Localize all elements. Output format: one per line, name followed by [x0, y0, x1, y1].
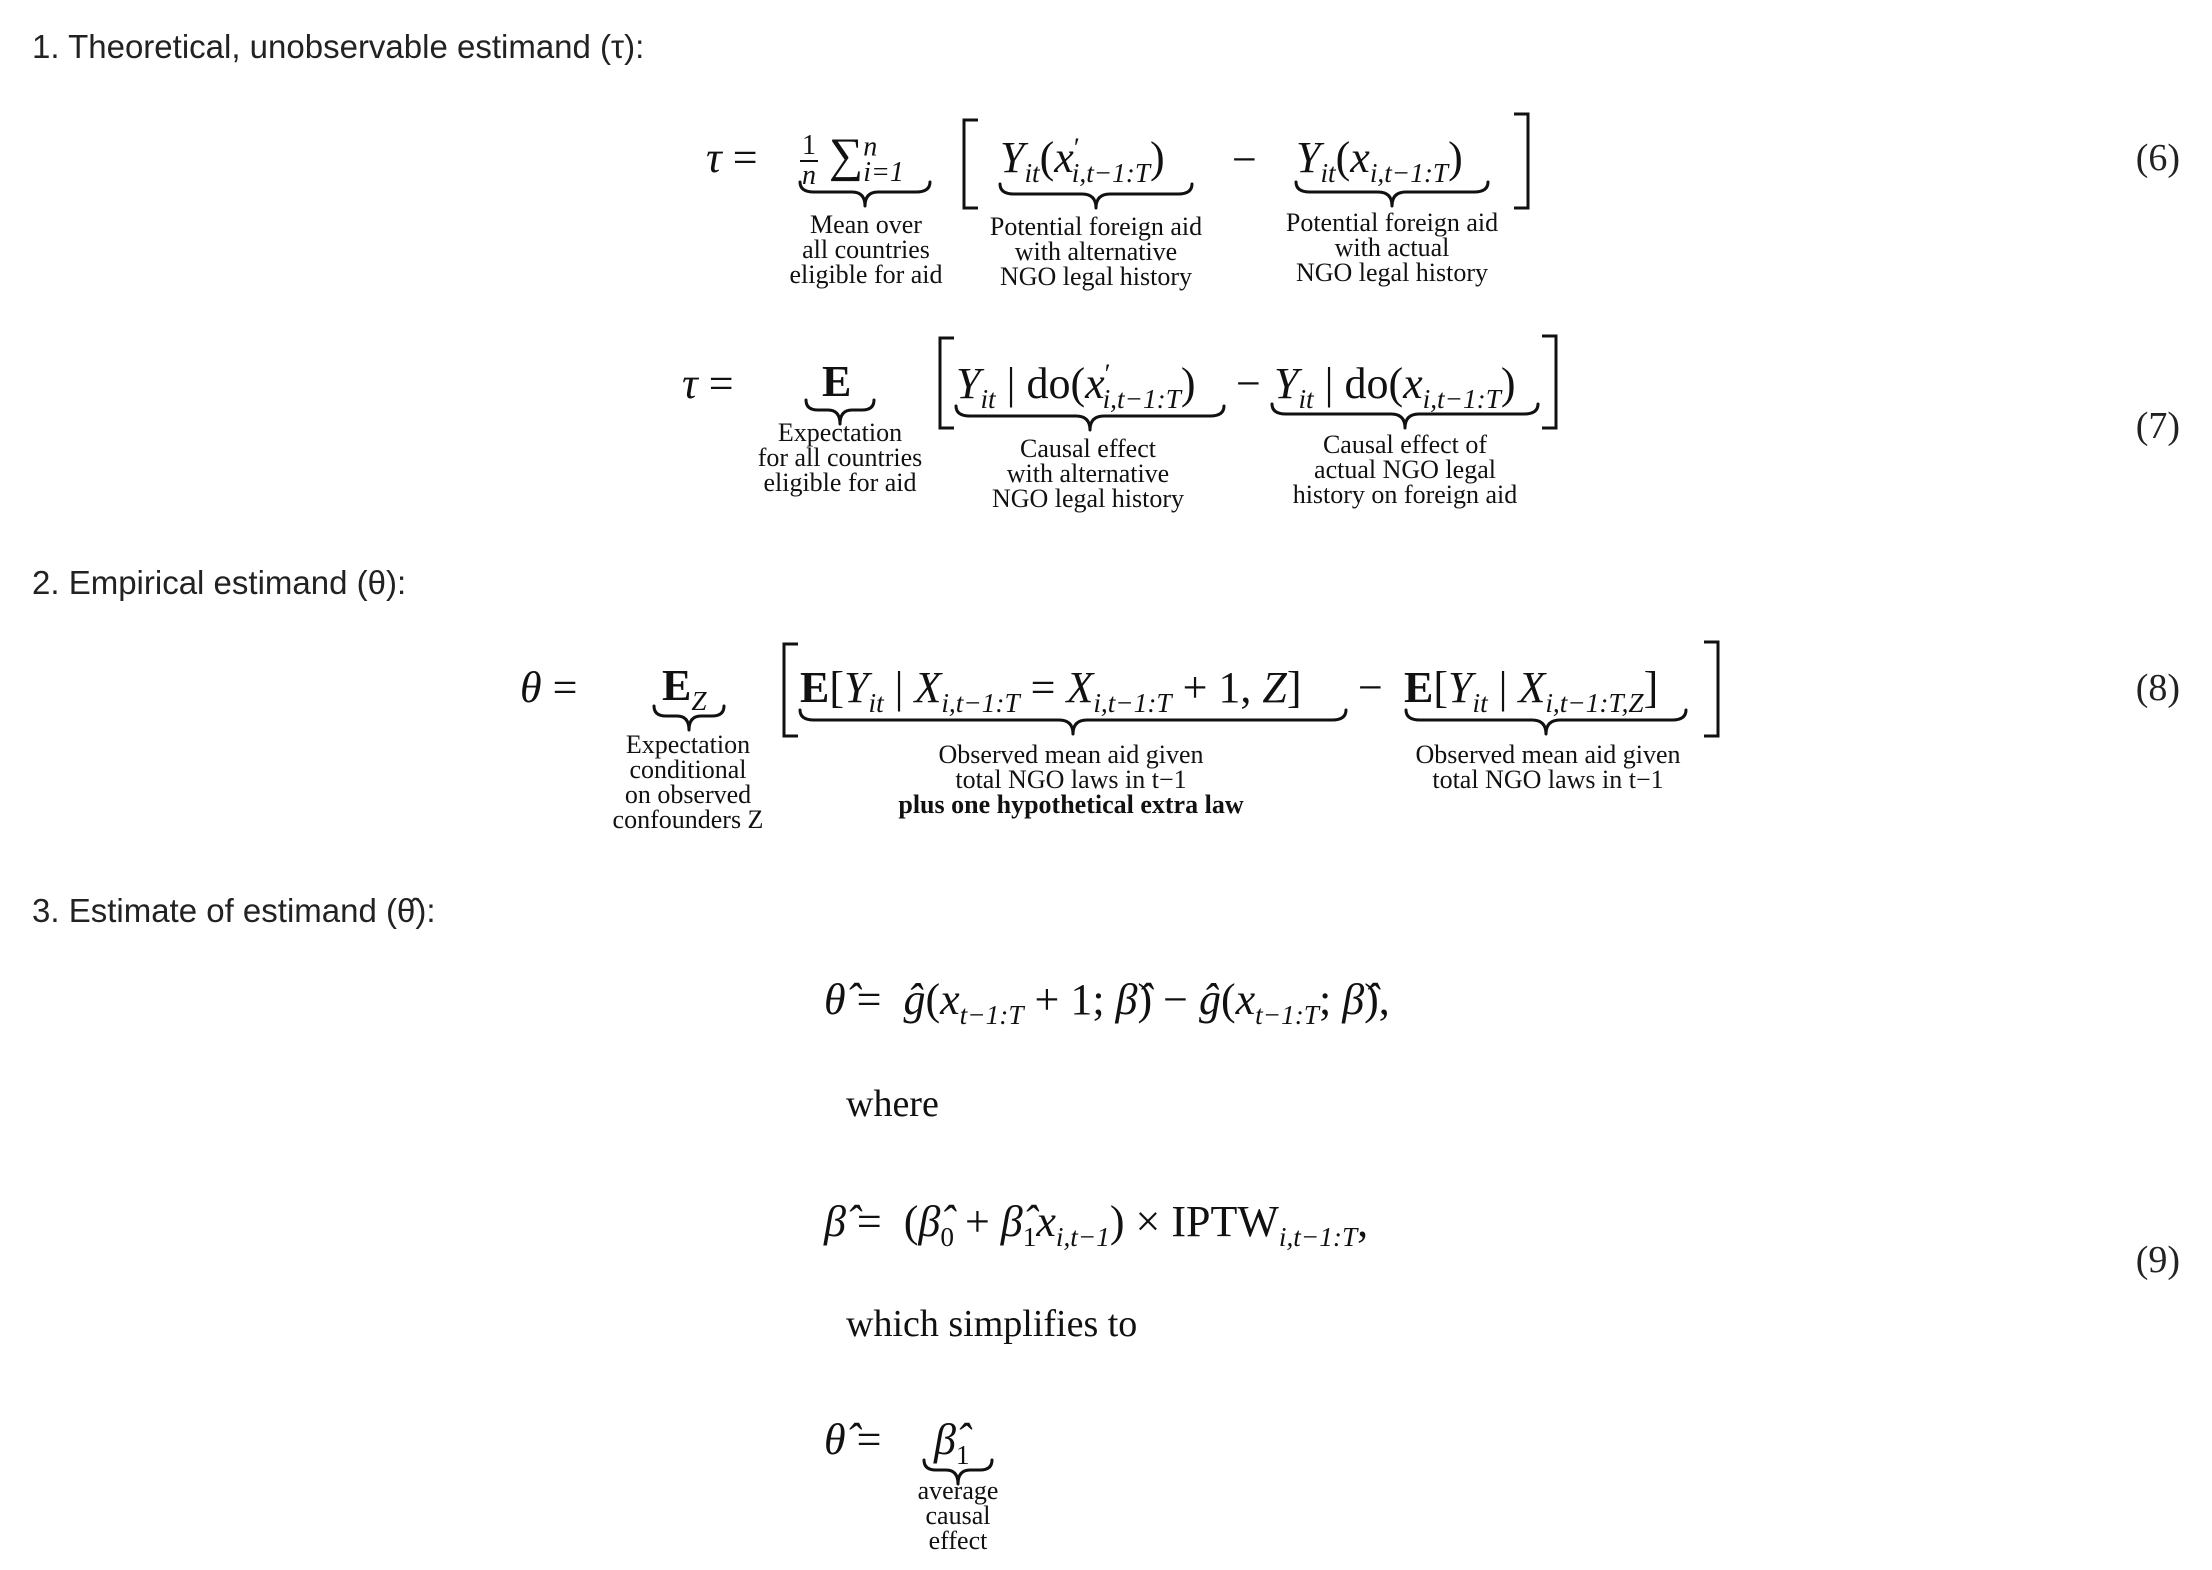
eq9-number: (9)	[2135, 1239, 2180, 1281]
eq9-simplifies: which simplifies to	[846, 1303, 1138, 1345]
eq9-where: where	[846, 1083, 939, 1125]
eq6-minus: −	[1232, 135, 1257, 184]
section-3-heading: 3. Estimate of estimand (θ̂):	[32, 892, 436, 929]
eq7-brace-alt	[954, 404, 1226, 434]
eq7-term-alt: $Y_{it}$ | $do(x'_{i,t-1:T})$	[956, 358, 1196, 414]
eq7-expectation-operator: E	[822, 357, 852, 406]
eq7-lhs: τ =	[682, 359, 734, 408]
eq7-term-actual: $Y_{it}$ | $do(x_{i,t-1:T})$	[1274, 359, 1516, 414]
eq8-number: (8)	[2135, 667, 2180, 709]
eq8-brace-plus-one	[798, 708, 1348, 738]
eq9-theta-hat-result: θ̂ =	[824, 1415, 882, 1464]
eq7-brace-actual	[1270, 402, 1540, 432]
eq7-annotation-causal-alt: Causal effect with alternative NGO legal history	[991, 434, 1185, 513]
eq7-annotation-causal-actual: Causal effect of actual NGO legal history on foreign aid	[1292, 430, 1518, 509]
eq8-term-observed: $E[Y_{it}$ | $X_{i,t-1:T,Z}$]	[1404, 663, 1659, 718]
eq6-annotation-alt: Potential foreign aid with alternative NGO legal history	[989, 212, 1203, 291]
eq7-right-bracket	[1538, 334, 1562, 430]
eq9-theta-hat-definition: θ̂ = $ĝ(x_{t-1:T} + 1$; β̂) − $ĝ(x_{t-1:T}$; β̂),	[824, 975, 1390, 1030]
eq8-annotation-plus-one: Observed mean aid given total NGO laws in t−1 plus one hypothetical extra law	[898, 740, 1244, 819]
eq6-term-alt: $Y_{it}(x'_{i,t-1:T})$	[1000, 132, 1165, 188]
eq6-right-bracket	[1510, 112, 1534, 210]
eq8-brace-observed	[1404, 708, 1688, 738]
eq7-number: (7)	[2135, 405, 2180, 447]
section-1-heading: 1. Theoretical, unobservable estimand (τ):	[32, 28, 645, 65]
eq8-expectation-z: $E_Z$	[662, 661, 707, 716]
eq6-brace-alt	[998, 182, 1194, 212]
eq6-brace-mean	[798, 180, 932, 210]
eq6-mean-operator: $\frac{1}{n}$ ∑$^n_{i=1}$	[802, 129, 904, 191]
eq7-minus: −	[1236, 359, 1261, 408]
eq9-annotation-ace: average causal effect	[917, 1476, 999, 1555]
eq6-lhs: τ =	[706, 133, 758, 182]
eq8-annotation-observed: Observed mean aid given total NGO laws in t−1	[1415, 740, 1681, 794]
eq6-annotation-actual: Potential foreign aid with actual NGO legal history	[1285, 208, 1499, 287]
eq9-beta1-hat: $\betâ_1$	[934, 1415, 970, 1470]
section-2-heading: 2. Empirical estimand (θ):	[32, 564, 407, 601]
eq6-annotation-mean: Mean over all countries eligible for aid	[789, 210, 943, 289]
eq7-annotation-expectation: Expectation for all countries eligible for aid	[757, 418, 923, 497]
eq8-minus: −	[1358, 663, 1383, 712]
eq8-lhs: θ =	[520, 663, 578, 712]
eq6-number: (6)	[2135, 137, 2180, 179]
eq8-annotation-expectation-z: Expectation conditional on observed confounders Z	[612, 730, 764, 834]
eq9-beta-hat-definition: β̂ = ($\betâ_0$ + $\betâ_1x_{i,t-1}$) × $IPTW_{i,t-1:T}$,	[824, 1197, 1369, 1252]
eq8-right-bracket	[1700, 640, 1724, 738]
eq6-left-bracket	[958, 118, 982, 210]
eq8-term-plus-one: $E[Y_{it}$ | $X_{i,t-1:T} = X_{i,t-1:T} + 1$, Z]	[800, 663, 1302, 718]
eq6-term-actual: $Y_{it}(x_{i,t-1:T})$	[1296, 133, 1463, 188]
eq6-brace-actual	[1294, 180, 1490, 210]
